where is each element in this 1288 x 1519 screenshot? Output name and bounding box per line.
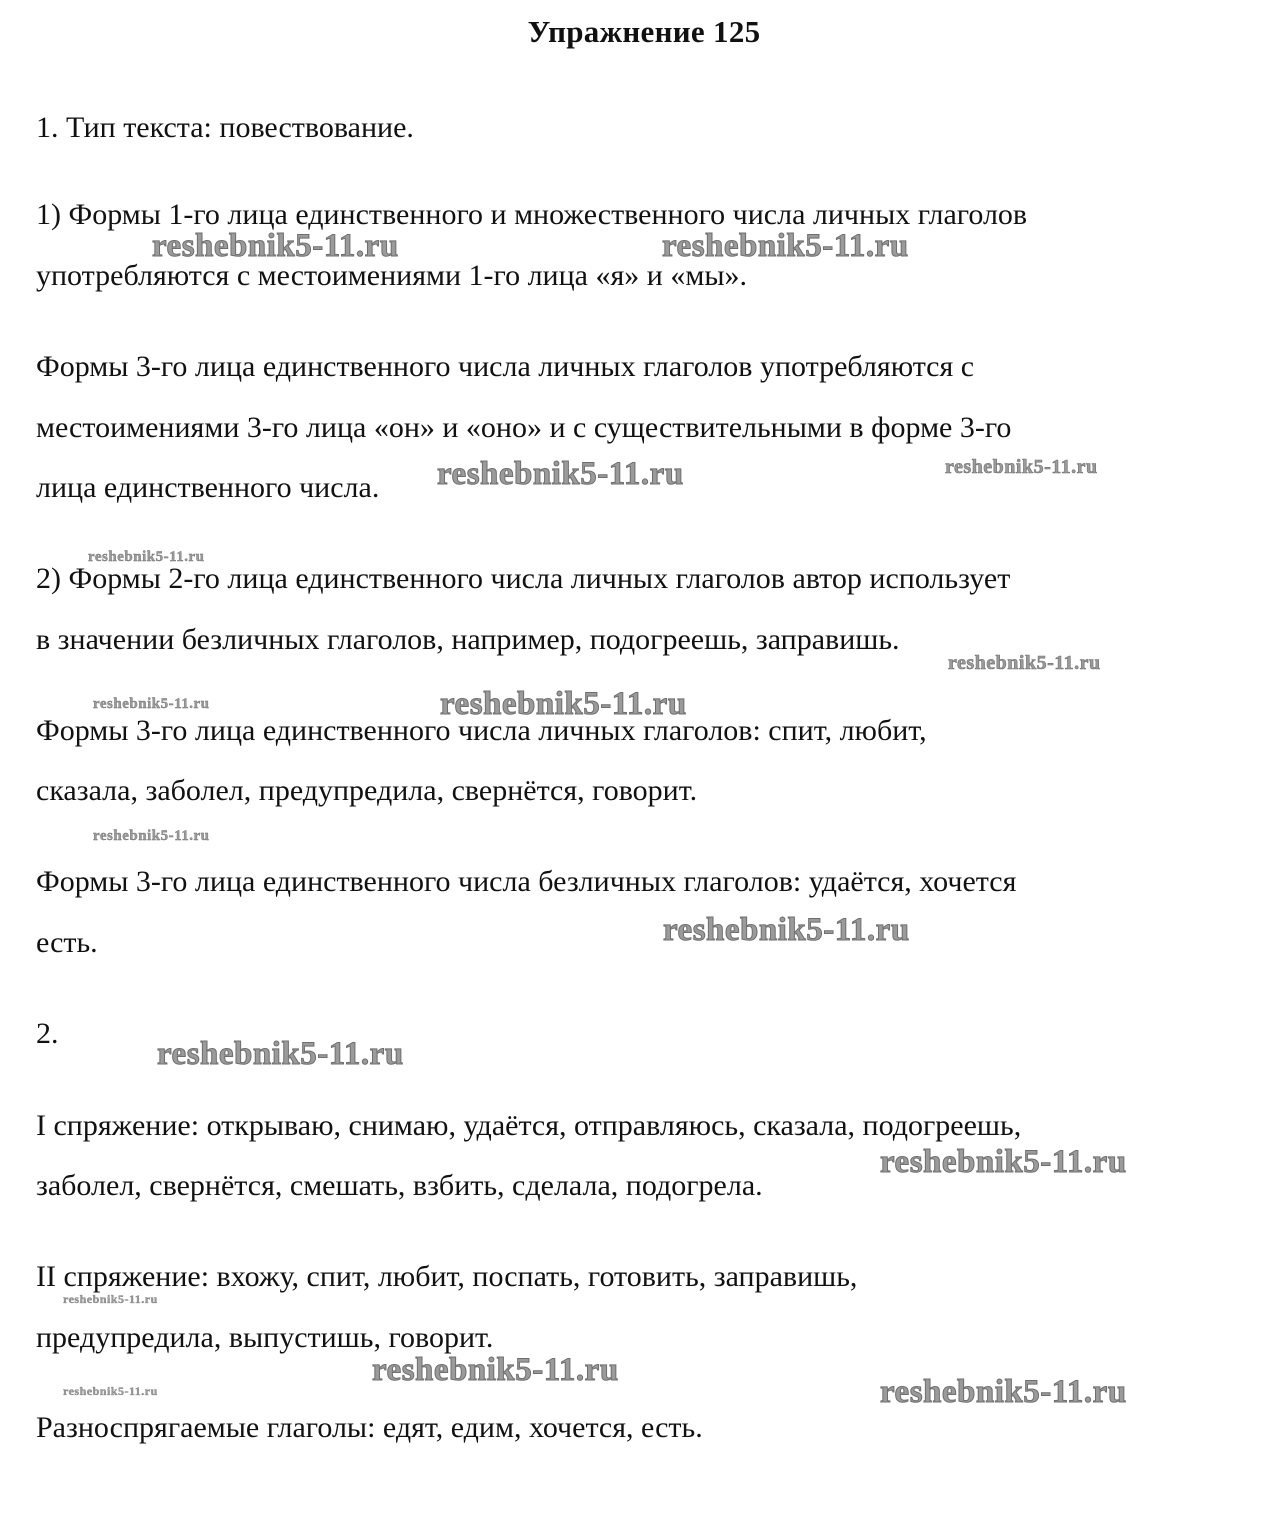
text-line: 1. Тип текста: повествование. bbox=[36, 111, 414, 144]
text-line: предупредила, выпустишь, говорит. bbox=[36, 1321, 494, 1354]
text-line: Формы 3-го лица единственного числа личных глаголов: спит, любит, bbox=[36, 714, 927, 747]
text-line: Разноспрягаемые глаголы: едят, едим, хочется, есть. bbox=[36, 1411, 703, 1444]
watermark: reshebnik5-11.ru bbox=[63, 1292, 158, 1306]
text-line: местоимениями 3-го лица «он» и «оно» и с существительными в форме 3-го bbox=[36, 411, 1012, 444]
text-line: есть. bbox=[36, 926, 98, 959]
watermark: reshebnik5-11.ru bbox=[372, 1352, 619, 1388]
watermark: reshebnik5-11.ru bbox=[945, 456, 1098, 478]
text-line: 2. bbox=[36, 1017, 59, 1050]
watermark: reshebnik5-11.ru bbox=[93, 696, 210, 712]
text-line: I спряжение: открываю, снимаю, удаётся, отправляюсь, сказала, подогреешь, bbox=[36, 1109, 1022, 1142]
text-line: сказала, заболел, предупредила, свернётся, говорит. bbox=[36, 774, 698, 807]
watermark: reshebnik5-11.ru bbox=[880, 1374, 1127, 1410]
text-line: Формы 3-го лица единственного числа безличных глаголов: удаётся, хочется bbox=[36, 865, 1017, 898]
text-line: 1) Формы 1-го лица единственного и множественного числа личных глаголов bbox=[36, 198, 1028, 231]
text-line: II спряжение: вхожу, спит, любит, поспать, готовить, заправишь, bbox=[36, 1260, 858, 1293]
watermark: reshebnik5-11.ru bbox=[63, 1384, 158, 1398]
watermark: reshebnik5-11.ru bbox=[88, 549, 205, 565]
watermark: reshebnik5-11.ru bbox=[880, 1144, 1127, 1180]
watermark: reshebnik5-11.ru bbox=[437, 456, 684, 492]
text-line: в значении безличных глаголов, например, подогреешь, заправишь. bbox=[36, 623, 900, 656]
watermark: reshebnik5-11.ru bbox=[93, 828, 210, 844]
watermark: reshebnik5-11.ru bbox=[440, 686, 687, 722]
text-line: заболел, свернётся, смешать, взбить, сделала, подогрела. bbox=[36, 1169, 763, 1202]
text-line: 2) Формы 2-го лица единственного числа личных глаголов автор использует bbox=[36, 562, 1011, 595]
text-line: употребляются с местоимениями 1-го лица «я» и «мы». bbox=[36, 259, 747, 292]
watermark: reshebnik5-11.ru bbox=[948, 652, 1101, 674]
text-line: Формы 3-го лица единственного числа личных глаголов употребляются с bbox=[36, 350, 975, 383]
watermark: reshebnik5-11.ru bbox=[157, 1036, 404, 1072]
text-line: лица единственного числа. bbox=[36, 471, 380, 504]
page-title: Упражнение 125 bbox=[527, 14, 761, 49]
watermark: reshebnik5-11.ru bbox=[662, 228, 909, 264]
watermark: reshebnik5-11.ru bbox=[152, 228, 399, 264]
watermark: reshebnik5-11.ru bbox=[663, 912, 910, 948]
